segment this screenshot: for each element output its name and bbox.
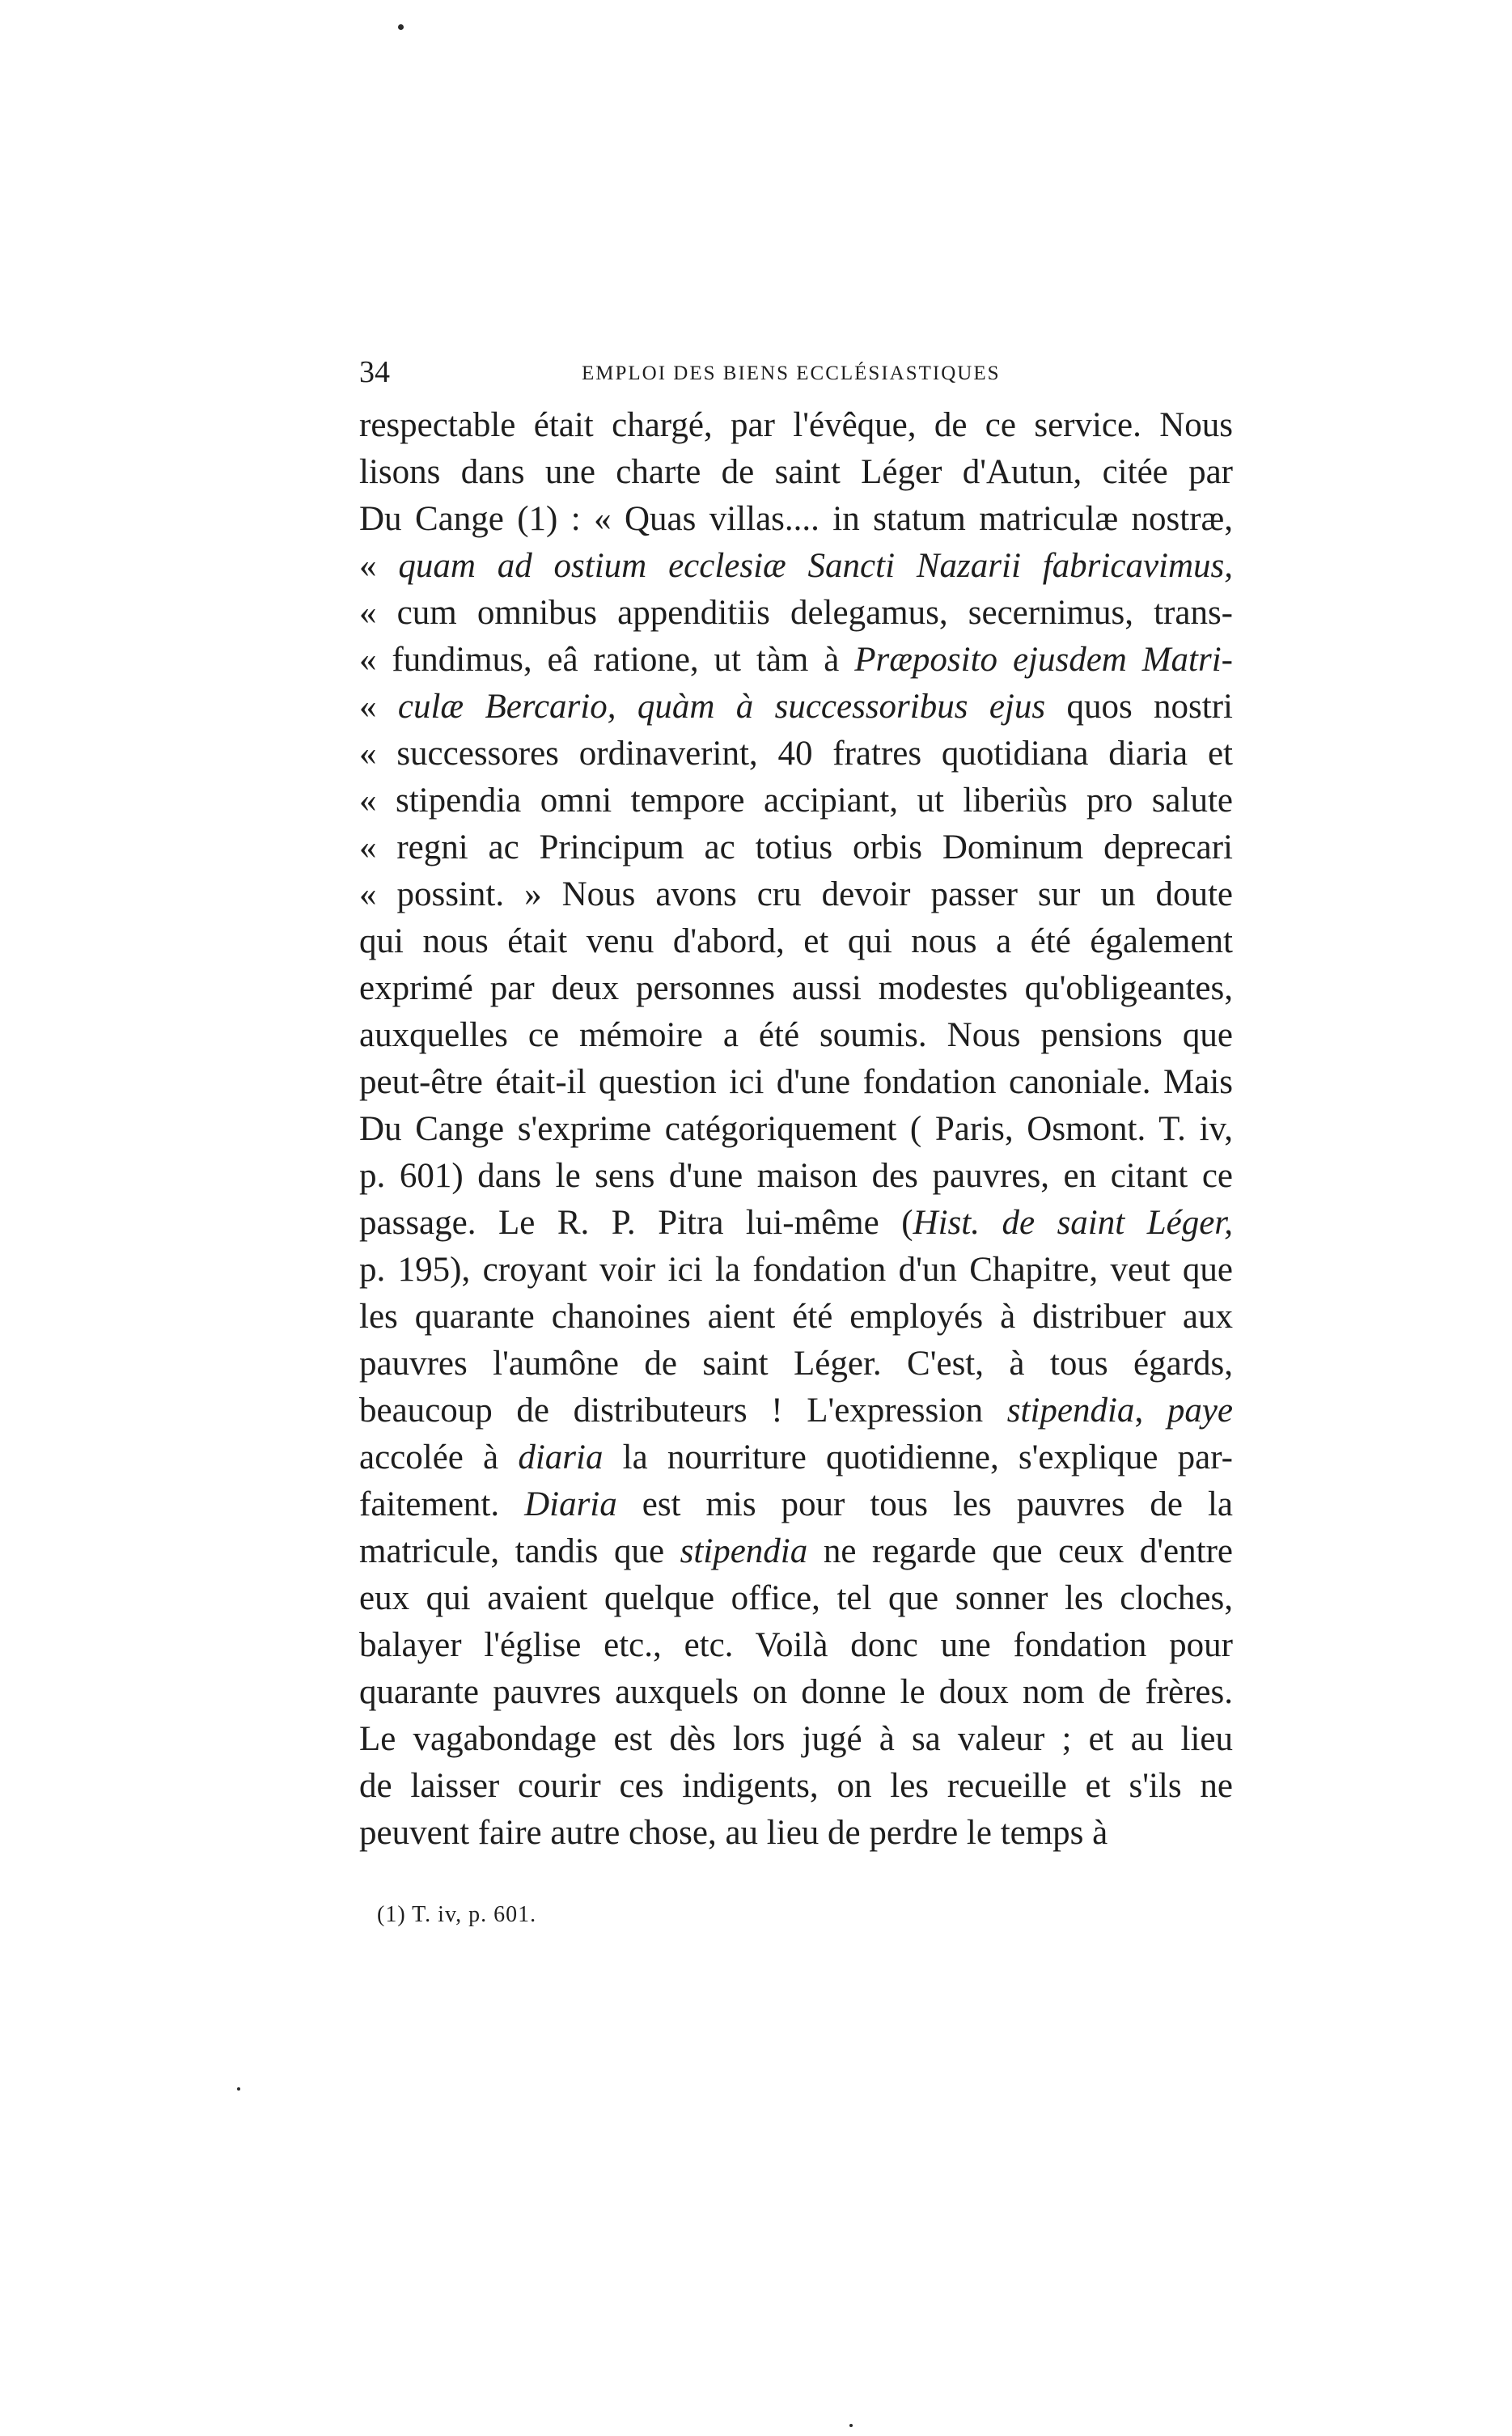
text-segment: ne regarde que ceux d'entre bbox=[807, 1532, 1233, 1570]
text-line bbox=[359, 1200, 1233, 1247]
body-text bbox=[359, 402, 1233, 1857]
text-line bbox=[359, 449, 1233, 496]
text-line bbox=[359, 1012, 1233, 1059]
text-segment: est mis pour tous les pauvres de la bbox=[616, 1485, 1233, 1523]
text-line bbox=[359, 824, 1233, 871]
text-segment: p. 195), croyant voir ici la fondation d'un Chapitre, veut que bbox=[359, 1251, 1233, 1289]
ink-speck-margin bbox=[237, 2087, 240, 2091]
text-line bbox=[359, 731, 1233, 777]
text-segment: qui nous était venu d'abord, et qui nous a été également bbox=[359, 922, 1233, 960]
text-line bbox=[359, 777, 1233, 824]
text-segment: les quarante chanoines aient été employés à distribuer aux bbox=[359, 1298, 1233, 1336]
text-line bbox=[359, 1716, 1233, 1763]
text-segment: « stipendia omni tempore accipiant, ut liberiùs pro salute bbox=[359, 782, 1233, 820]
text-segment: peut-être était-il question ici d'une fondation canoniale. Mais bbox=[359, 1063, 1233, 1101]
text-segment: matricule, tandis que bbox=[359, 1532, 680, 1570]
text-line bbox=[359, 965, 1233, 1012]
text-line bbox=[359, 1153, 1233, 1200]
page-number: 34 bbox=[359, 355, 390, 389]
text-segment: Du Cange (1) : « Quas villas.... in statum matriculæ nostræ, bbox=[359, 500, 1233, 538]
text-line bbox=[359, 1763, 1233, 1810]
text-segment: Du Cange s'exprime catégoriquement ( Paris, Osmont. T. iv, bbox=[359, 1110, 1233, 1148]
text-segment: « fundimus, eâ ratione, ut tàm à bbox=[359, 641, 855, 679]
text-line bbox=[359, 590, 1233, 637]
text-segment: eux qui avaient quelque office, tel que sonner les cloches, bbox=[359, 1579, 1233, 1617]
text-line bbox=[359, 1669, 1233, 1716]
text-line bbox=[359, 1481, 1233, 1528]
text-line bbox=[359, 1341, 1233, 1387]
text-line bbox=[359, 402, 1233, 449]
text-segment: « bbox=[359, 688, 398, 726]
text-line bbox=[359, 1294, 1233, 1341]
italic-segment: Diaria bbox=[524, 1485, 617, 1523]
text-segment: « regni ac Principum ac totius orbis Dominum deprecari bbox=[359, 828, 1233, 866]
text-line bbox=[359, 918, 1233, 965]
text-segment: « cum omnibus appenditiis delegamus, secernimus, trans- bbox=[359, 594, 1233, 632]
text-segment: p. 601) dans le sens d'une maison des pauvres, en citant ce bbox=[359, 1157, 1233, 1195]
text-line bbox=[359, 496, 1233, 543]
text-segment: respectable était chargé, par l'évêque, de ce service. Nous bbox=[359, 406, 1233, 444]
text-segment: passage. Le R. P. Pitra lui-même ( bbox=[359, 1204, 913, 1242]
text-segment: quos nostri bbox=[1045, 688, 1233, 726]
italic-segment: Præposito ejusdem Matri- bbox=[854, 641, 1233, 679]
italic-segment: Hist. de saint Léger, bbox=[913, 1204, 1233, 1242]
text-segment: beaucoup de distributeurs ! L'expression bbox=[359, 1392, 1007, 1430]
text-segment: lisons dans une charte de saint Léger d'Autun, citée par bbox=[359, 453, 1233, 491]
text-segment: , bbox=[1134, 1392, 1167, 1430]
text-segment: « bbox=[359, 547, 399, 585]
page-header bbox=[359, 348, 1233, 396]
text-segment: balayer l'église etc., etc. Voilà donc une fondation pour bbox=[359, 1626, 1233, 1664]
text-segment: exprimé par deux personnes aussi modestes qu'obligeantes, bbox=[359, 969, 1233, 1007]
text-segment: peuvent faire autre chose, au lieu de perdre le temps à bbox=[359, 1814, 1108, 1852]
text-segment: auxquelles ce mémoire a été soumis. Nous pensions que bbox=[359, 1016, 1233, 1054]
text-line bbox=[359, 1622, 1233, 1669]
text-segment: de laisser courir ces indigents, on les recueille et s'ils ne bbox=[359, 1767, 1233, 1805]
italic-segment: paye bbox=[1167, 1392, 1233, 1430]
text-line bbox=[359, 1528, 1233, 1575]
italic-segment: diaria bbox=[518, 1438, 604, 1476]
ink-speck-top bbox=[398, 24, 404, 30]
italic-segment: culæ Bercario, quàm à successoribus ejus bbox=[397, 688, 1046, 726]
text-segment: « successores ordinaverint, 40 fratres quotidiana diaria et bbox=[359, 735, 1233, 773]
text-line bbox=[359, 1575, 1233, 1622]
text-line bbox=[359, 684, 1233, 731]
text-line bbox=[359, 1810, 1233, 1857]
text-line bbox=[359, 871, 1233, 918]
text-line bbox=[359, 1247, 1233, 1294]
footnote: (1) T. iv, p. 601. bbox=[377, 1902, 537, 1927]
text-segment: la nourriture quotidienne, s'explique par- bbox=[603, 1438, 1233, 1476]
text-segment: quarante pauvres auxquels on donne le doux nom de frères. bbox=[359, 1673, 1233, 1711]
text-line bbox=[359, 1434, 1233, 1481]
text-segment: accolée à bbox=[359, 1438, 519, 1476]
text-segment: « possint. » Nous avons cru devoir passer sur un doute bbox=[359, 875, 1233, 913]
italic-segment: quam ad ostium ecclesiæ Sancti Nazarii fabricavimus, bbox=[398, 547, 1233, 585]
text-line bbox=[359, 637, 1233, 684]
text-segment: pauvres l'aumône de saint Léger. C'est, à tous égards, bbox=[359, 1345, 1233, 1383]
italic-segment: stipendia bbox=[680, 1532, 808, 1570]
text-line bbox=[359, 1387, 1233, 1434]
running-title: EMPLOI DES BIENS ECCLÉSIASTIQUES bbox=[582, 362, 1001, 384]
ink-speck-bottom bbox=[849, 2424, 853, 2427]
italic-segment: stipendia bbox=[1006, 1392, 1135, 1430]
text-line bbox=[359, 543, 1233, 590]
text-segment: faitement. bbox=[359, 1485, 525, 1523]
text-line bbox=[359, 1059, 1233, 1106]
text-line bbox=[359, 1106, 1233, 1153]
text-segment: Le vagabondage est dès lors jugé à sa valeur ; et au lieu bbox=[359, 1720, 1233, 1758]
